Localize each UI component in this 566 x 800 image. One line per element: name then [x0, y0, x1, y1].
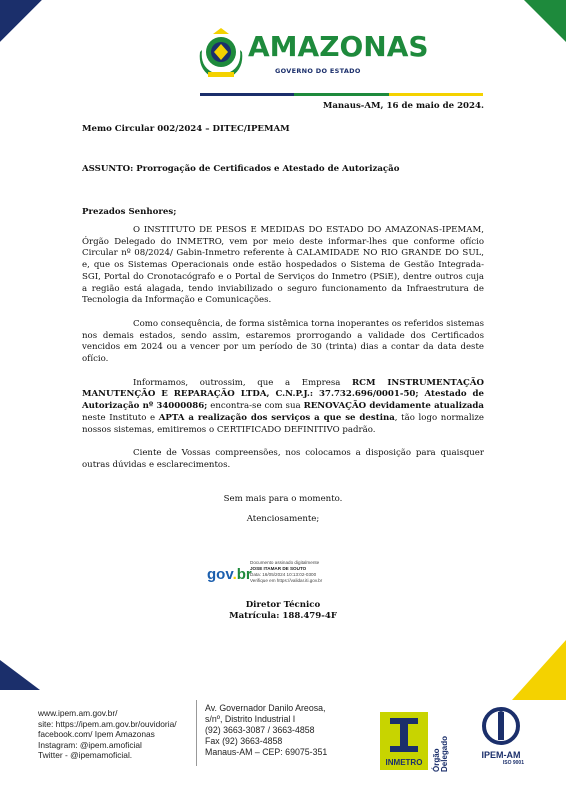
footer-website[interactable]: www.ipem.am.gov.br/: [38, 708, 118, 718]
letter-body: [82, 225, 484, 472]
subject-text: Prorrogação de Certificados e Atestado de Autorização: [133, 164, 400, 174]
signer-registration: Matrícula: 188.479-4F: [229, 611, 337, 621]
closing-2: Atenciosamente;: [246, 514, 320, 524]
orgao-delegado-label: Órgão Delegado: [432, 735, 449, 772]
govbr-logo: gov.br: [207, 566, 252, 583]
signer-title: Diretor Técnico: [245, 600, 321, 610]
amazonas-coat-of-arms-icon: [196, 26, 246, 82]
ipem-scale-icon: [474, 706, 528, 746]
footer-divider: [196, 700, 197, 766]
salutation: Prezados Senhores;: [82, 207, 177, 217]
footer-ouvidoria[interactable]: site: https://ipem.am.gov.br/ouvidoria/: [38, 718, 177, 729]
paragraph-2: Como consequência, de forma sistêmica torna inoperantes os referidos sistemas nos demais estados, sendo assim, estaremos prorrogando a validade dos Certificados vencidos em 2024 ou a vencer por um período de 30 (trinta) dias a contar da data deste ofício.: [82, 318, 484, 365]
top-right-corner-shape: [524, 0, 566, 42]
footer-facebook[interactable]: facebook.com/ Ipem Amazonas: [38, 729, 155, 740]
bottom-left-corner-shape: [0, 660, 40, 690]
memo-number: Memo Circular 002/2024 – DITEC/IPEMAM: [82, 124, 290, 134]
bottom-right-corner-shape: [512, 640, 566, 700]
logo-title: AMAZONAS: [248, 30, 429, 63]
paragraph-3: Informamos, outrossim, que a Empresa RCM INSTRUMENTAÇÃO MANUTENÇÃO E REPARAÇÃO LTDA, C.N.P.J.: 37.732.696/0001-50; Atestado de Autorização nº 34000086; encontra-se com sua RENOVAÇÃO devidamente atualizada neste Instituto e APTA a realização dos serviços a que se destina, tão logo normalize nossos sistemas, emitiremos o CERTIFICADO DEFINITIVO padrão.: [82, 377, 485, 435]
closing-1: Sem mais para o momento.: [223, 494, 343, 504]
paragraph-1: O INSTITUTO DE PESOS E MEDIDAS DO ESTADO DO AMAZONAS-IPEMAM, Órgão Delegado do INMETRO, vem por meio deste informar-lhes que conforme ofício Circular nº 08/2024/ Gabin-Inmetro referente à CALAMIDADE NO RIO GRANDE DO SUL, e, que os Sistemas Operacionais onde estão hospedados o Sistema de Gestão Integrada-SGI, Portal do Cronotacógrafo e o Portal de Serviços do Inmetro (PSiE), dentre outros cuja a região está alagada, tendo inviabilizado o seguro funcionamento da Infraestrutura de Tecnologia da Informação e Comunicações.: [82, 225, 484, 306]
logo-subtitle: GOVERNO DO ESTADO: [275, 67, 361, 75]
paragraph-4: Ciente de Vossas compreensões, nos colocamos a disposição para quaisquer outras dúvidas e esclarecimentos.: [82, 448, 484, 470]
header-stripe: [200, 93, 483, 96]
place-date: Manaus-AM, 16 de maio de 2024.: [322, 101, 484, 111]
footer-contacts: [38, 708, 177, 761]
digital-signature-info: Documento assinado digitalmente JOSE ITAMAR DE SOUTO Data: 16/05/2024 10:13:02-0300 Verifique em https://validar.iti.gov.br: [250, 560, 323, 583]
subject-label: ASSUNTO:: [82, 164, 134, 174]
subject-line: [82, 164, 399, 174]
inmetro-icon: [380, 712, 428, 756]
footer-instagram[interactable]: Instagram: @ipem.amoficial: [38, 739, 142, 750]
footer-address: Av. Governador Danilo Areosa, s/nº, Distrito Industrial I (92) 3663-3087 / 3663-4858 Fax (92) 3663-4858 Manaus-AM – CEP: 69075-351: [205, 703, 328, 757]
footer-twitter[interactable]: Twitter - @ipemamoficial.: [38, 750, 133, 761]
ipem-am-logo: IPEM-AM ISO 9001: [474, 706, 528, 772]
inmetro-logo: INMETRO: [380, 712, 428, 770]
